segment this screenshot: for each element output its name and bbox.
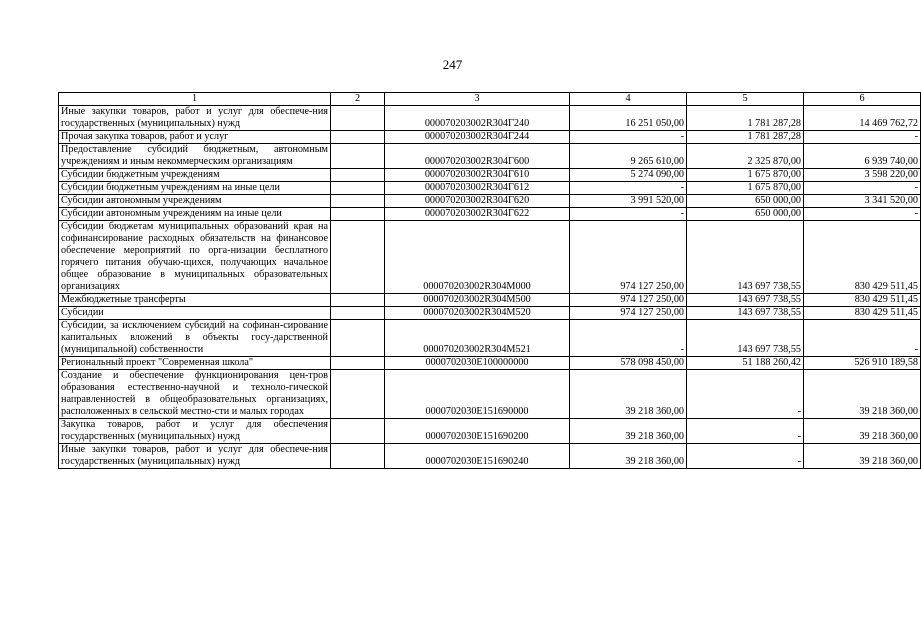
row-name-cell: Закупка товаров, работ и услуг для обеспечения государственных (муниципальных) нужд (59, 419, 331, 444)
row-code-cell: 000070203002R304М000 (385, 221, 570, 294)
row-code-cell: 000070203002R304М520 (385, 307, 570, 320)
row-col2-cell (331, 195, 385, 208)
row-code-cell: 000070203002R304М500 (385, 294, 570, 307)
row-amount-col6-cell: - (804, 131, 921, 144)
row-name-cell: Субсидии, за исключением субсидий на софинан-сирование капитальных вложений в объекты госу-дарственной (муниципальной) собственности (59, 320, 331, 357)
row-name-cell: Субсидии автономным учреждениям на иные цели (59, 208, 331, 221)
row-amount-col6-cell: 830 429 511,45 (804, 307, 921, 320)
row-amount-col6-cell: 39 218 360,00 (804, 444, 921, 469)
row-code-cell: 000070203002R304Г610 (385, 169, 570, 182)
column-header: 4 (570, 93, 687, 106)
row-amount-col5-cell: - (687, 419, 804, 444)
table-row (59, 182, 921, 195)
row-col2-cell (331, 182, 385, 195)
row-amount-col4-cell: - (570, 131, 687, 144)
row-amount-col6-cell: 830 429 511,45 (804, 294, 921, 307)
row-name-cell: Иные закупки товаров, работ и услуг для обеспече-ния государственных (муниципальных) нужд (59, 106, 331, 131)
row-amount-col5-cell: 650 000,00 (687, 195, 804, 208)
table-row (59, 444, 921, 469)
row-amount-col4-cell: 974 127 250,00 (570, 294, 687, 307)
table-row (59, 320, 921, 357)
row-amount-col5-cell: - (687, 444, 804, 469)
table-row (59, 169, 921, 182)
row-amount-col4-cell: 39 218 360,00 (570, 419, 687, 444)
row-name-cell: Субсидии бюджетным учреждениям (59, 169, 331, 182)
column-header: 6 (804, 93, 921, 106)
row-col2-cell (331, 370, 385, 419)
row-code-cell: 000070203002R304Г244 (385, 131, 570, 144)
page-number: 247 (442, 57, 463, 72)
row-amount-col5-cell: 51 188 260,42 (687, 357, 804, 370)
row-code-cell: 000070203002R304Г622 (385, 208, 570, 221)
row-code-cell: 000070203002R304Г600 (385, 144, 570, 169)
column-header: 3 (385, 93, 570, 106)
table-row (59, 144, 921, 169)
row-col2-cell (331, 131, 385, 144)
row-col2-cell (331, 444, 385, 469)
row-amount-col4-cell: 974 127 250,00 (570, 307, 687, 320)
row-code-cell: 000070203002R304Г612 (385, 182, 570, 195)
row-amount-col6-cell: 3 341 520,00 (804, 195, 921, 208)
table-row (59, 419, 921, 444)
row-col2-cell (331, 419, 385, 444)
table-row (59, 357, 921, 370)
row-col2-cell (331, 307, 385, 320)
row-amount-col5-cell: 143 697 738,55 (687, 221, 804, 294)
row-col2-cell (331, 144, 385, 169)
row-amount-col5-cell: 1 781 287,28 (687, 106, 804, 131)
table-row (59, 221, 921, 294)
row-code-cell: 0000702030E100000000 (385, 357, 570, 370)
row-amount-col4-cell: - (570, 208, 687, 221)
row-name-cell: Региональный проект "Современная школа" (59, 357, 331, 370)
row-amount-col6-cell: 39 218 360,00 (804, 419, 921, 444)
row-code-cell: 000070203002R304Г620 (385, 195, 570, 208)
row-amount-col6-cell: 3 598 220,00 (804, 169, 921, 182)
row-amount-col4-cell: - (570, 320, 687, 357)
row-amount-col4-cell: 974 127 250,00 (570, 221, 687, 294)
table-row (59, 106, 921, 131)
table-row (59, 208, 921, 221)
column-header: 2 (331, 93, 385, 106)
column-header: 5 (687, 93, 804, 106)
table-row (59, 131, 921, 144)
table-row (59, 195, 921, 208)
row-amount-col6-cell: - (804, 208, 921, 221)
row-code-cell: 000070203002R304М521 (385, 320, 570, 357)
row-amount-col5-cell: 1 781 287,28 (687, 131, 804, 144)
column-header: 1 (59, 93, 331, 106)
row-amount-col5-cell: 143 697 738,55 (687, 294, 804, 307)
row-name-cell: Иные закупки товаров, работ и услуг для обеспече-ния государственных (муниципальных) нужд (59, 444, 331, 469)
row-code-cell: 000070203002R304Г240 (385, 106, 570, 131)
budget-table (58, 92, 921, 469)
row-amount-col6-cell: 526 910 189,58 (804, 357, 921, 370)
row-amount-col6-cell: 830 429 511,45 (804, 221, 921, 294)
row-amount-col5-cell: 2 325 870,00 (687, 144, 804, 169)
row-code-cell: 0000702030E151690000 (385, 370, 570, 419)
row-code-cell: 0000702030E151690240 (385, 444, 570, 469)
row-amount-col4-cell: 5 274 090,00 (570, 169, 687, 182)
row-amount-col6-cell: 14 469 762,72 (804, 106, 921, 131)
row-amount-col6-cell: - (804, 320, 921, 357)
row-name-cell: Субсидии бюджетным учреждениям на иные цели (59, 182, 331, 195)
table-row (59, 370, 921, 419)
row-amount-col5-cell: 1 675 870,00 (687, 182, 804, 195)
row-amount-col4-cell: 39 218 360,00 (570, 444, 687, 469)
row-name-cell: Межбюджетные трансферты (59, 294, 331, 307)
row-amount-col4-cell: - (570, 182, 687, 195)
row-col2-cell (331, 294, 385, 307)
row-amount-col5-cell: 1 675 870,00 (687, 169, 804, 182)
row-amount-col4-cell: 3 991 520,00 (570, 195, 687, 208)
row-amount-col6-cell: 39 218 360,00 (804, 370, 921, 419)
row-code-cell: 0000702030E151690200 (385, 419, 570, 444)
row-amount-col4-cell: 578 098 450,00 (570, 357, 687, 370)
row-name-cell: Субсидии автономным учреждениям (59, 195, 331, 208)
row-amount-col4-cell: 9 265 610,00 (570, 144, 687, 169)
row-amount-col4-cell: 16 251 050,00 (570, 106, 687, 131)
row-col2-cell (331, 320, 385, 357)
row-name-cell: Субсидии бюджетам муниципальных образований края на софинансирование расходных обязательств на финансовое обеспечение мероприятий по орга-низации бесплатного горячего питания обучаю-щихся, получающих начальное общее образование в муниципальных образовательных организациях (59, 221, 331, 294)
row-col2-cell (331, 221, 385, 294)
row-amount-col5-cell: 143 697 738,55 (687, 320, 804, 357)
row-col2-cell (331, 106, 385, 131)
row-name-cell: Субсидии (59, 307, 331, 320)
row-amount-col5-cell: 143 697 738,55 (687, 307, 804, 320)
row-col2-cell (331, 169, 385, 182)
row-col2-cell (331, 357, 385, 370)
row-amount-col6-cell: 6 939 740,00 (804, 144, 921, 169)
row-name-cell: Создание и обеспечение функционирования цен-тров образования естественно-научной и техноло-гической направленностей в общеобразовательных организациях, расположенных в сельской местно-сти и малых городах (59, 370, 331, 419)
row-amount-col5-cell: - (687, 370, 804, 419)
row-amount-col6-cell: - (804, 182, 921, 195)
row-amount-col5-cell: 650 000,00 (687, 208, 804, 221)
row-name-cell: Предоставление субсидий бюджетным, автономным учреждениям и иным некоммерческим организациям (59, 144, 331, 169)
row-name-cell: Прочая закупка товаров, работ и услуг (59, 131, 331, 144)
header-row (59, 93, 921, 106)
table-row (59, 307, 921, 320)
table-row (59, 294, 921, 307)
row-amount-col4-cell: 39 218 360,00 (570, 370, 687, 419)
row-col2-cell (331, 208, 385, 221)
